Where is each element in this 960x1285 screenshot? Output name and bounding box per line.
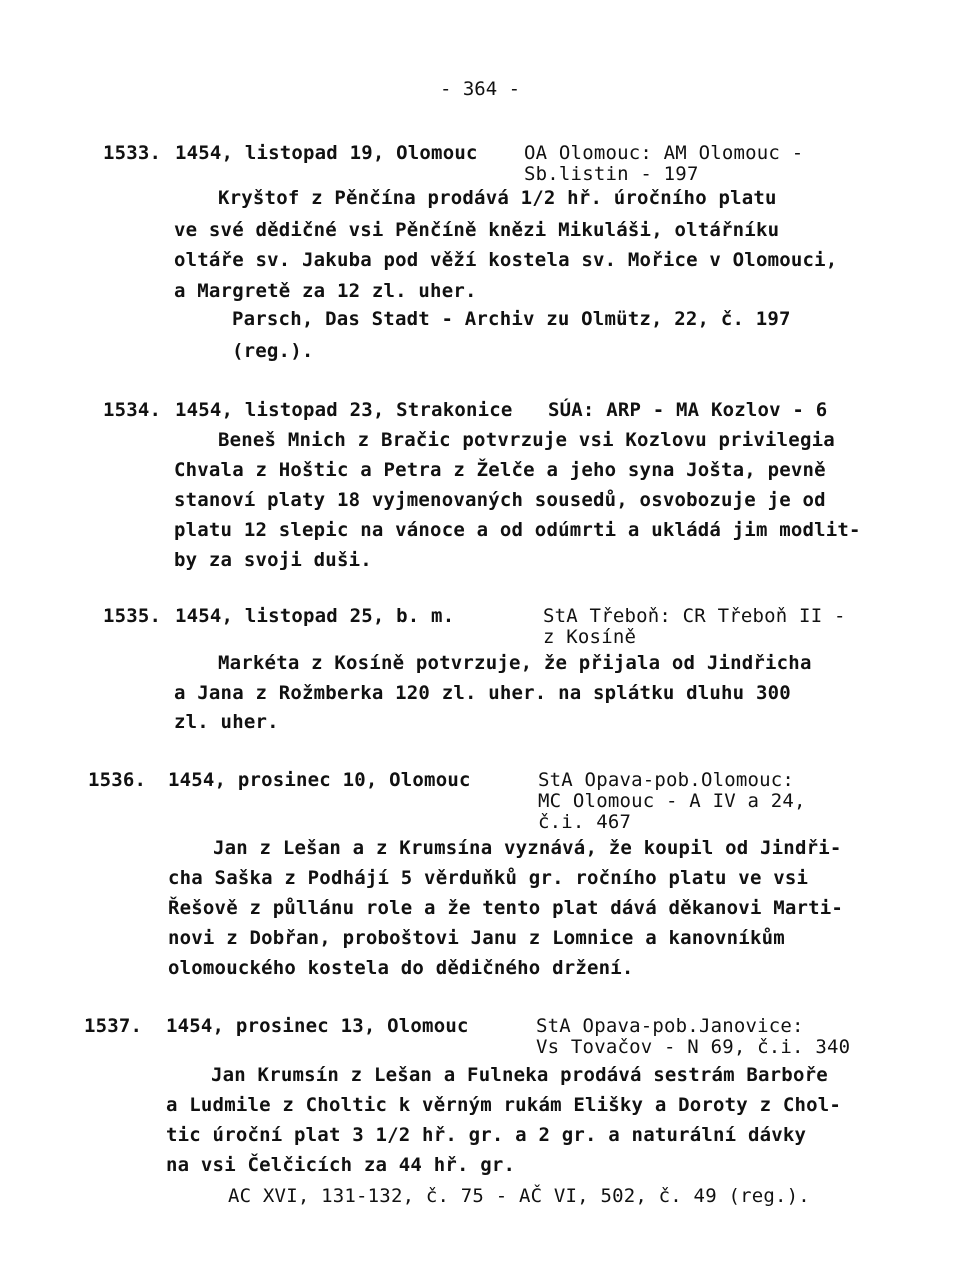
entry-body-line: olomouckého kostela do dědičného držení. xyxy=(168,957,634,979)
entry-archive-line: OA Olomouc: AM Olomouc - xyxy=(524,142,804,164)
entry-archive-line: StA Opava-pob.Olomouc: xyxy=(538,769,795,791)
entry-date-place: 1454, listopad 23, Strakonice xyxy=(175,399,513,421)
entry-body-line: Kryštof z Pěnčína prodává 1/2 hř. úročního platu xyxy=(218,187,777,209)
entry-body-line: cha Saška z Podhájí 5 věrduňků gr. ročního platu ve vsi xyxy=(168,867,809,889)
entry-number: 1533. xyxy=(103,142,162,164)
entry-body-line: Markéta z Kosíně potvrzuje, že přijala od Jindřicha xyxy=(218,652,812,674)
entry-body-line: ve své dědičné vsi Pěnčíně knězi Mikuláši, oltářníku xyxy=(174,219,780,241)
entry-body-line: oltáře sv. Jakuba pod věží kostela sv. Mořice v Olomouci, xyxy=(174,249,838,271)
entry-body-line: Beneš Mnich z Bračic potvrzuje vsi Kozlovu privilegia xyxy=(218,429,835,451)
entry-body-line: platu 12 slepic na vánoce a od odúmrti a ukládá jim modlit- xyxy=(174,519,861,541)
entry-archive-line: StA Opava-pob.Janovice: xyxy=(536,1015,804,1037)
entry-reference-line: AC XVI, 131-132, č. 75 - AČ VI, 502, č. 49 (reg.). xyxy=(228,1185,810,1207)
entry-archive-line: z Kosíně xyxy=(543,626,637,648)
entry-number: 1536. xyxy=(88,769,147,791)
entry-body-line: zl. uher. xyxy=(174,711,279,733)
entry-body-line: stanoví platy 18 vyjmenovaných sousedů, osvobozuje je od xyxy=(174,489,826,511)
entry-archive-line: č.i. 467 xyxy=(538,811,632,833)
entry-body-line: Řešově z půllánu role a že tento plat dává děkanovi Marti- xyxy=(168,897,844,919)
entry-archive-line: SÚA: ARP - MA Kozlov - 6 xyxy=(548,399,828,421)
entry-body-line: Jan z Lešan a z Krumsína vyznává, že koupil od Jindři- xyxy=(213,837,842,859)
entry-body-line: a Jana z Rožmberka 120 zl. uher. na splátku dluhu 300 xyxy=(174,682,791,704)
entry-date-place: 1454, listopad 19, Olomouc xyxy=(175,142,478,164)
entry-reference-line: (reg.). xyxy=(232,340,314,362)
entry-number: 1535. xyxy=(103,605,162,627)
entry-body-line: na vsi Čelčicích za 44 hř. gr. xyxy=(166,1154,516,1176)
entry-number: 1534. xyxy=(103,399,162,421)
entry-archive-line: Sb.listin - 197 xyxy=(524,163,699,185)
entry-archive-line: Vs Tovačov - N 69, č.i. 340 xyxy=(536,1036,851,1058)
entry-body-line: novi z Dobřan, proboštovi Janu z Lomnice a kanovníkům xyxy=(168,927,785,949)
entry-body-line: Chvala z Hoštic a Petra z Želče a jeho syna Jošta, pevně xyxy=(174,459,826,481)
entry-body-line: a Margretě za 12 zl. uher. xyxy=(174,280,477,302)
entry-reference-line: Parsch, Das Stadt - Archiv zu Olmütz, 22, č. 197 xyxy=(232,308,791,330)
entry-body-line: by za svoji duši. xyxy=(174,549,372,571)
entry-date-place: 1454, prosinec 10, Olomouc xyxy=(168,769,471,791)
entry-body-line: a Ludmile z Choltic k věrným rukám Elišky a Doroty z Chol- xyxy=(166,1094,842,1116)
entry-body-line: Jan Krumsín z Lešan a Fulneka prodává sestrám Barboře xyxy=(211,1064,828,1086)
entry-archive-line: StA Třeboň: CR Třeboň II - xyxy=(543,605,846,627)
entry-archive-line: MC Olomouc - A IV a 24, xyxy=(538,790,806,812)
entry-date-place: 1454, listopad 25, b. m. xyxy=(175,605,455,627)
entry-number: 1537. xyxy=(84,1015,143,1037)
entry-date-place: 1454, prosinec 13, Olomouc xyxy=(166,1015,469,1037)
page-number: - 364 - xyxy=(439,78,521,100)
entry-body-line: tic úroční plat 3 1/2 hř. gr. a 2 gr. a naturální dávky xyxy=(166,1124,807,1146)
